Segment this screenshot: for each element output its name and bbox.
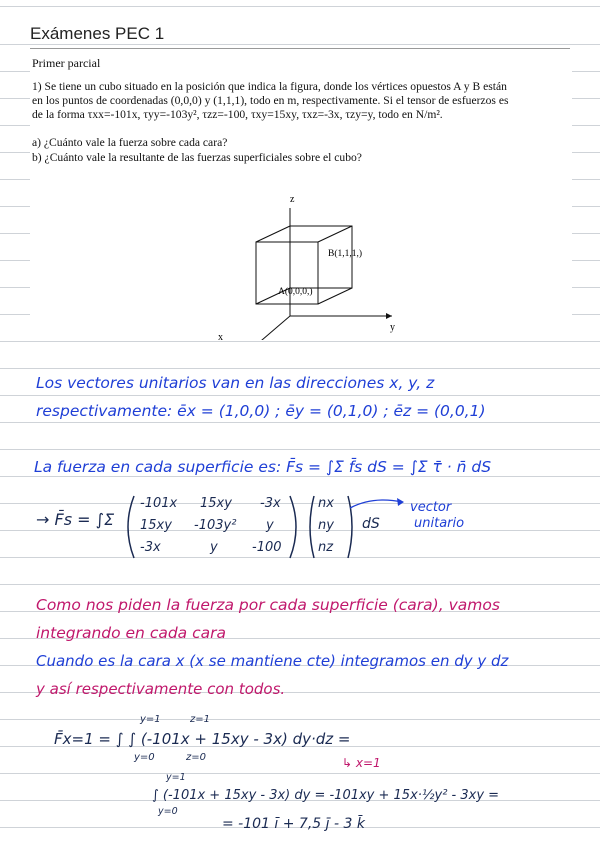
note-per-face-line-2: integrando en cada cara xyxy=(36,624,226,642)
page-title: Exámenes PEC 1 xyxy=(30,24,165,43)
note-x-equals-1: ↳ x=1 xyxy=(342,756,381,770)
problem-statement xyxy=(30,50,572,340)
vector-nx: nx xyxy=(318,496,334,511)
x-axis-label: x xyxy=(218,332,223,340)
ds-symbol: dS xyxy=(362,516,380,532)
question-b: b) ¿Cuánto vale la resultante de las fuerzas superficiales sobre el cubo? xyxy=(32,151,362,164)
y-axis-label: y xyxy=(390,322,395,333)
vector-nz: nz xyxy=(318,540,334,555)
note-face-x-line-2: y así respectivamente con todos. xyxy=(36,680,286,698)
limit-dy-top: y=1 xyxy=(166,772,186,783)
problem-text-line-1: 1) Se tiene un cubo situado en la posición que indica la figura, donde los vértices opuestos A y B están xyxy=(32,80,507,93)
matrix-r1c2: 15xy xyxy=(200,496,232,511)
matrix-r1c3: -3x xyxy=(260,496,281,511)
cube-edge xyxy=(256,226,290,242)
note-face-x-line-1: Cuando es la cara x (x se mantiene cte) integramos en dy y dz xyxy=(36,652,509,670)
limit-y-top: y=1 xyxy=(140,714,161,725)
z-axis-label: z xyxy=(290,194,295,205)
cube-edge xyxy=(318,226,352,242)
exam-subtitle: Primer parcial xyxy=(32,56,101,70)
problem-text-line-3: de la forma τxx=-101x, τyy=-103y², τzz=-100, τxy=15xy, τxz=-3x, τzy=y, todo en N/m². xyxy=(32,108,443,121)
problem-text-line-2: en los puntos de coordenadas (0,0,0) y (1,1,1), todo en m, respectivamente. Si el tensor de esfuerzos es xyxy=(32,94,509,107)
equation-force-x1: F̄x=1 = ∫ ∫ (-101x + 15xy - 3x) dy·dz = xyxy=(54,730,351,748)
limit-z-top: z=1 xyxy=(190,714,210,725)
vertex-b-label: B(1,1,1,) xyxy=(328,249,363,259)
vector-label-line-2: unitario xyxy=(414,516,465,531)
vertex-a-label: A(0,0,0,) xyxy=(278,287,313,297)
matrix-r2c1: 15xy xyxy=(140,518,172,533)
matrix-r1c1: -101x xyxy=(140,496,178,511)
limit-dy-bottom: y=0 xyxy=(158,806,178,817)
y-axis-arrow xyxy=(386,313,392,319)
cube-figure xyxy=(210,190,410,340)
note-unit-vectors-line-1: Los vectores unitarios van en las direcciones x, y, z xyxy=(36,374,435,392)
matrix-r3c2: y xyxy=(210,540,218,555)
limit-z-bottom: z=0 xyxy=(186,752,206,763)
vector-ny: ny xyxy=(318,518,334,533)
note-unit-vectors-line-2: respectivamente: ēx = (1,0,0) ; ēy = (0,1,0) ; ēz = (0,0,1) xyxy=(36,402,486,420)
title-underline xyxy=(30,48,570,49)
matrix-r3c1: -3x xyxy=(140,540,161,555)
vector-callout-arrow xyxy=(348,494,408,514)
note-per-face-line-1: Como nos piden la fuerza por cada superficie (cara), vamos xyxy=(36,596,500,614)
x-axis-line xyxy=(248,316,290,340)
note-surface-force: La fuerza en cada superficie es: F̄s = ∫Σ f̄s dS = ∫Σ τ̄ · n̄ dS xyxy=(34,458,492,476)
equation-result: = -101 ī + 7,5 j̄ - 3 k̄ xyxy=(222,816,365,832)
note-force-integral: → F̄s = ∫Σ xyxy=(36,510,115,529)
matrix-r3c3: -100 xyxy=(252,540,282,555)
question-a: a) ¿Cuánto vale la fuerza sobre cada cara? xyxy=(32,136,228,149)
vector-label-line-1: vector xyxy=(410,500,452,515)
equation-integral-dy: ∫ (-101x + 15xy - 3x) dy = -101xy + 15x·½y² - 3xy = xyxy=(152,788,500,803)
problem-text xyxy=(32,80,572,122)
cube-edge xyxy=(318,288,352,304)
matrix-r2c2: -103y² xyxy=(194,518,237,533)
limit-y-bottom: y=0 xyxy=(134,752,155,763)
matrix-r2c3: y xyxy=(266,518,274,533)
